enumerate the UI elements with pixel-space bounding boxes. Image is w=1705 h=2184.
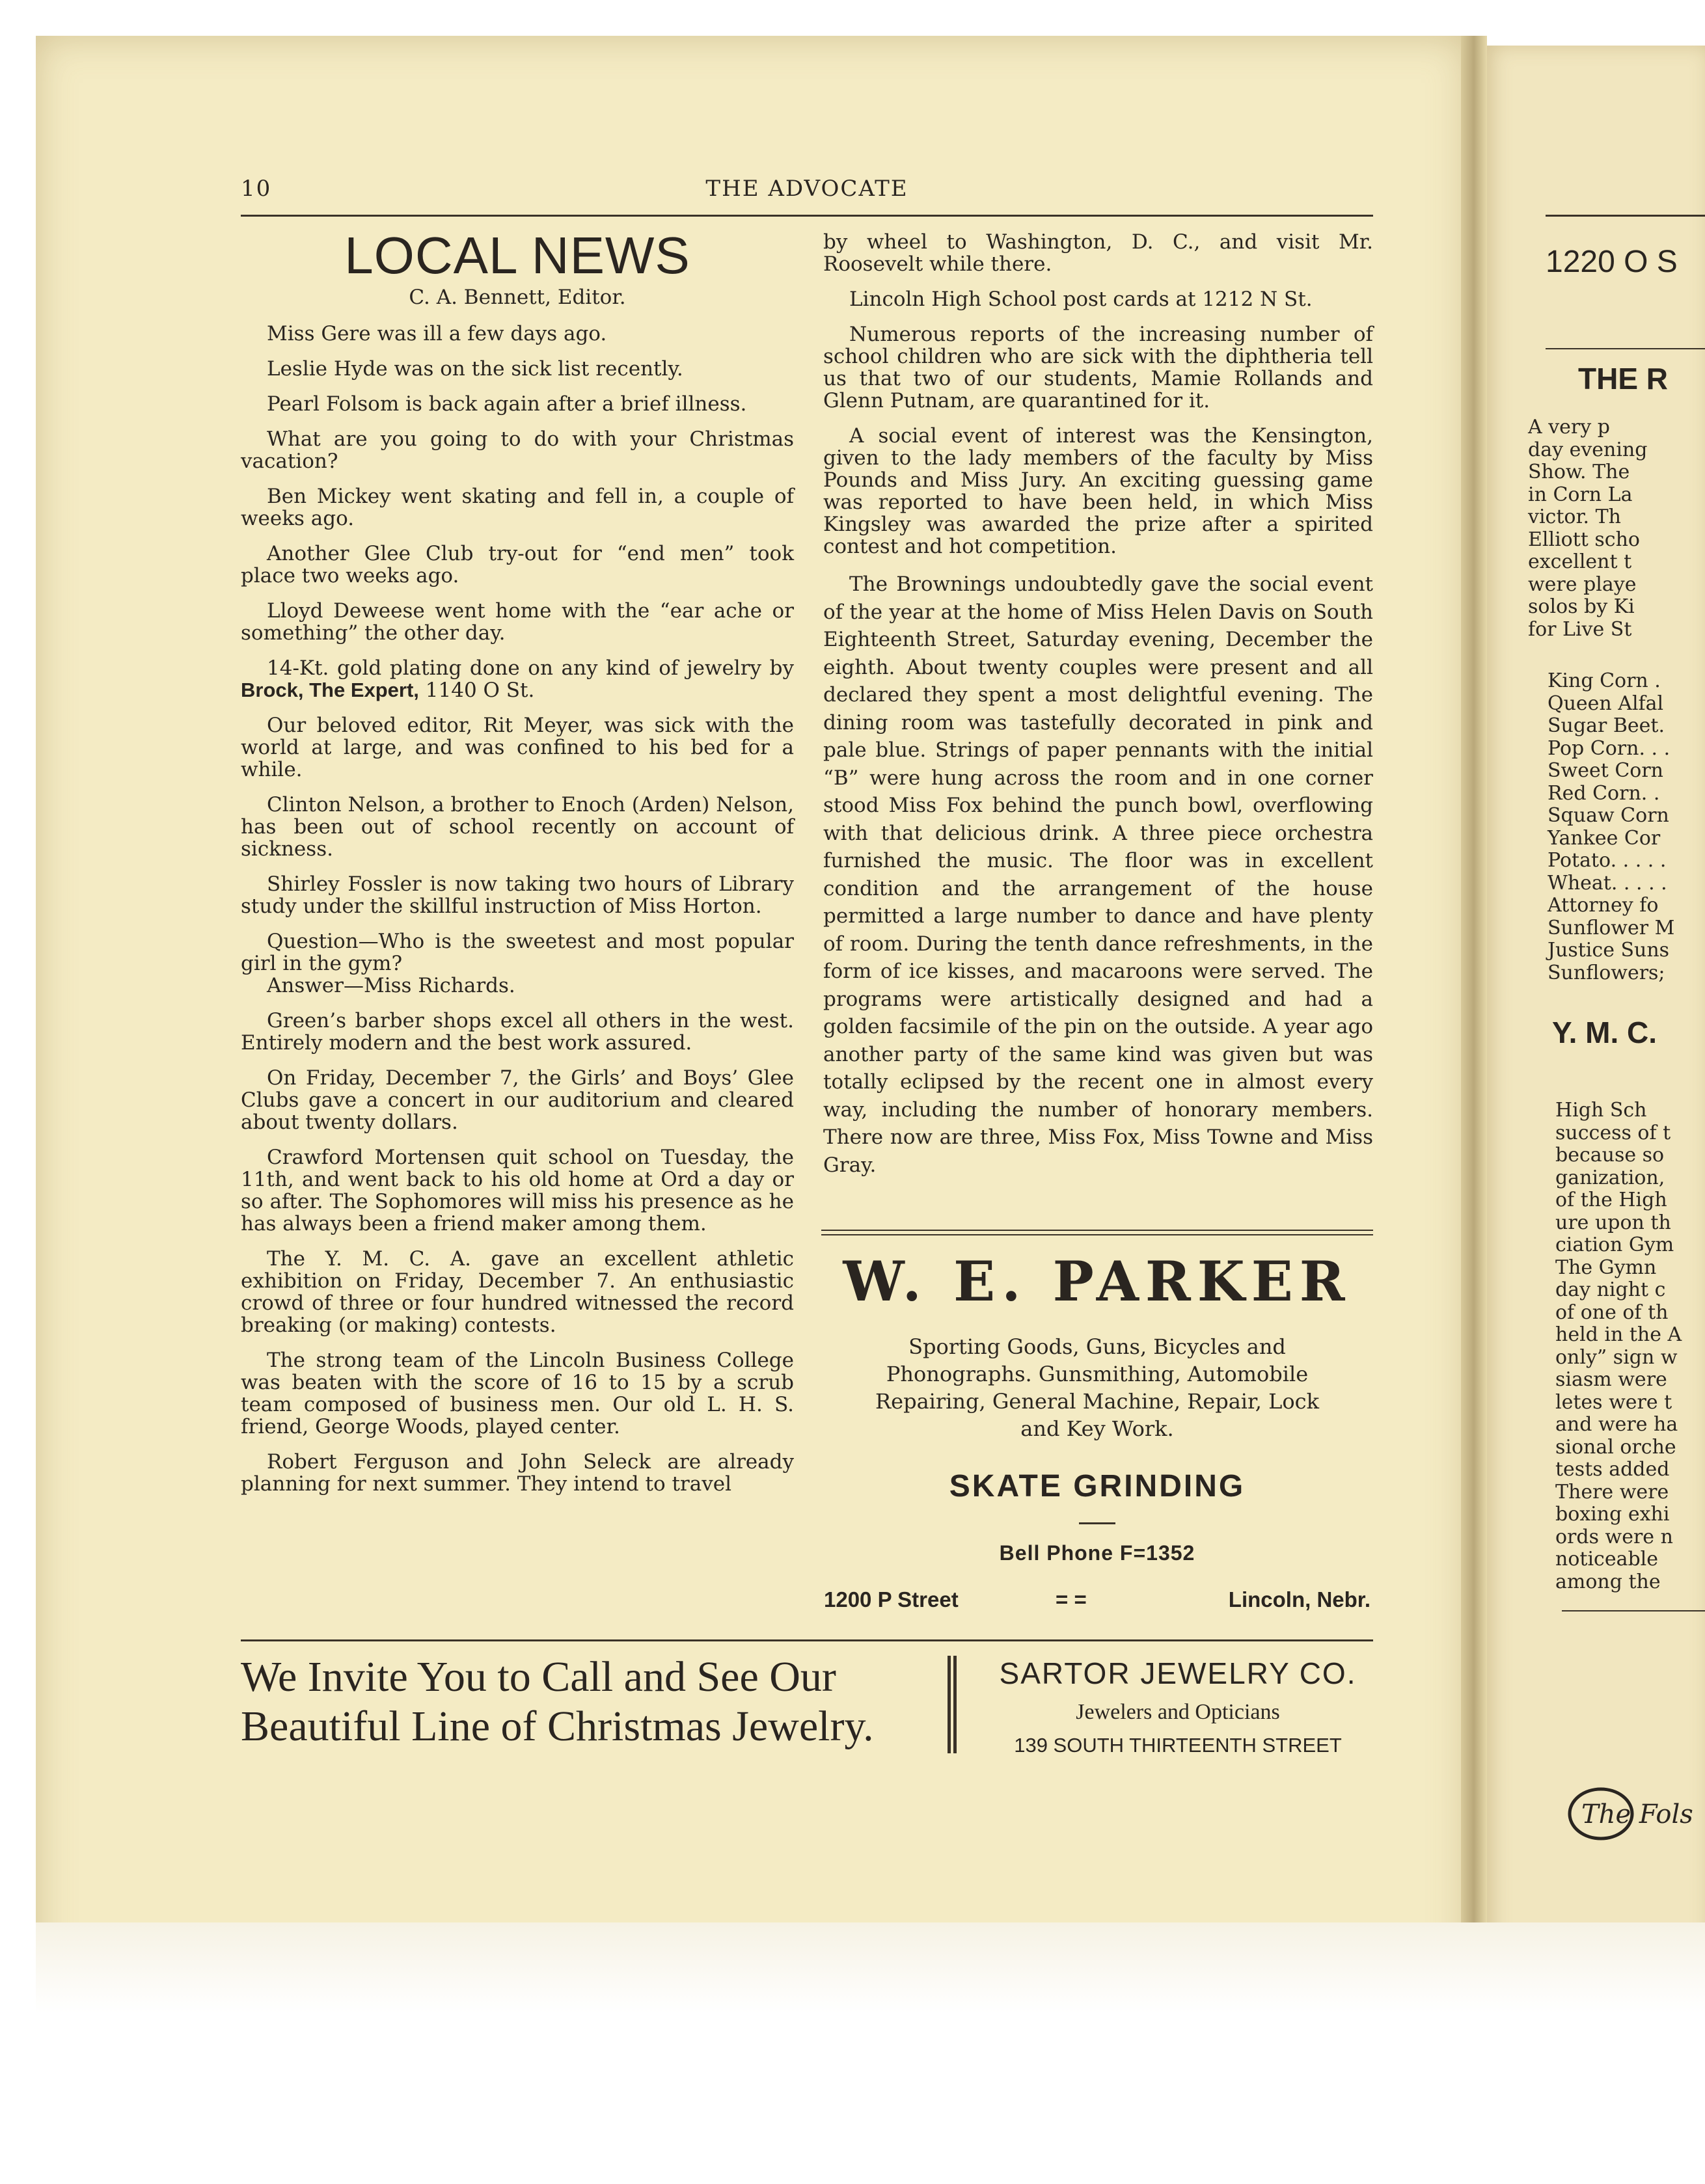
text-line: ganization, bbox=[1555, 1166, 1665, 1189]
invite-line-2: Beautiful Line of Christmas Jewelry. bbox=[241, 1703, 874, 1750]
skate-grinding-heading: SKATE GRINDING bbox=[949, 1469, 1246, 1503]
divider bbox=[1079, 1522, 1115, 1524]
text-line: excellent t bbox=[1528, 550, 1632, 573]
postcards-notice: Lincoln High School post cards at 1212 N St. bbox=[849, 288, 1313, 311]
street-address: 1200 P Street bbox=[824, 1587, 959, 1611]
text-line: victor. Th bbox=[1528, 506, 1621, 528]
list-line: Sunflowers; bbox=[1548, 961, 1665, 984]
text-line: among the bbox=[1555, 1570, 1661, 1593]
right-page-rule-2 bbox=[1546, 348, 1705, 349]
right-page-rule bbox=[1546, 215, 1705, 217]
text-line: There were bbox=[1555, 1480, 1669, 1503]
separator: = = bbox=[1056, 1587, 1087, 1611]
editor-credit: C. A. Bennett, Editor. bbox=[409, 286, 626, 309]
folsom-logo bbox=[1562, 1776, 1705, 1861]
news-item: What are you going to do with your Christmas vacation? bbox=[241, 427, 794, 473]
text-line: tests added bbox=[1555, 1458, 1670, 1481]
news-item: Miss Gere was ill a few days ago. bbox=[267, 322, 607, 345]
right-page-rule-3 bbox=[1562, 1610, 1705, 1611]
section-title: LOCAL NEWS bbox=[344, 226, 690, 284]
advertiser-name: W. E. PARKER bbox=[843, 1249, 1352, 1314]
news-item: Shirley Fossler is now taking two hours of Library study under the skillful instruction of Miss Horton. bbox=[241, 872, 794, 918]
text-line: because so bbox=[1555, 1144, 1665, 1166]
list-line: Sunflower M bbox=[1548, 916, 1675, 939]
masthead-title: THE ADVOCATE bbox=[705, 176, 908, 202]
city: Lincoln, Nebr. bbox=[1228, 1587, 1371, 1611]
news-item: A social event of interest was the Kensington, given to the lady members of the faculty by Miss Pounds and Miss Jury. An exciting guessing game was reported to have been held, in which Miss Kingsley was awarded the prize after a spirited contest and hot competition. bbox=[823, 424, 1373, 558]
ad-divider-bar bbox=[948, 1656, 951, 1753]
text-line: The Gymn bbox=[1555, 1256, 1657, 1279]
sartor-jewelry-ad bbox=[976, 1656, 1380, 1757]
list-line: Squaw Corn bbox=[1548, 804, 1669, 827]
page-header bbox=[241, 176, 1373, 202]
advertiser-name: Brock, The Expert, bbox=[241, 679, 419, 701]
news-item: Our beloved editor, Rit Meyer, was sick with the world at large, and was confined to his bed for a while. bbox=[241, 714, 794, 781]
list-line: Red Corn. . bbox=[1548, 781, 1660, 805]
services-description: Sporting Goods, Guns, Bicycles and Phonographs. Gunsmithing, Automobile Repairing, General Machine, Repair, Lock and Key Work. bbox=[875, 1334, 1319, 1441]
text-line: ords were n bbox=[1555, 1525, 1673, 1548]
text-line: only” sign w bbox=[1555, 1345, 1678, 1369]
list-line: Attorney fo bbox=[1548, 894, 1659, 917]
right-page-heading-2: Y. M. C. bbox=[1552, 1016, 1657, 1049]
question-item: Question—Who is the sweetest and most popular girl in the gym? bbox=[241, 930, 794, 975]
news-item: Green’s barber shops excel all others in the west. Entirely modern and the best work assured. bbox=[241, 1009, 794, 1055]
list-line: Pop Corn. . . bbox=[1548, 736, 1671, 760]
news-item: Another Glee Club try-out for “end men” took place two weeks ago. bbox=[241, 542, 794, 587]
text-line: letes were t bbox=[1555, 1390, 1672, 1414]
text-line: noticeable bbox=[1555, 1548, 1659, 1571]
news-item: The Y. M. C. A. gave an excellent athletic exhibition on Friday, December 7. An enthusiastic crowd of three or four hundred witnessed the record breaking (or making) contests. bbox=[241, 1247, 794, 1337]
text-line: Show. The bbox=[1528, 461, 1630, 483]
ad-top-rule bbox=[821, 1230, 1373, 1231]
text-line: Elliott scho bbox=[1528, 528, 1640, 551]
text-line: held in the A bbox=[1555, 1323, 1682, 1346]
invitation-ad bbox=[241, 1652, 944, 1751]
list-line: King Corn . bbox=[1548, 669, 1661, 692]
news-item: Ben Mickey went skating and fell in, a couple of weeks ago. bbox=[241, 485, 794, 530]
list-line: Sweet Corn bbox=[1548, 759, 1664, 782]
company-subtitle: Jewelers and Opticians bbox=[1076, 1700, 1280, 1724]
news-item: Clinton Nelson, a brother to Enoch (Arden) Nelson, has been out of school recently on account of sickness. bbox=[241, 793, 794, 861]
list-line: Queen Alfal bbox=[1548, 692, 1664, 715]
right-page-list bbox=[1548, 670, 1674, 984]
local-news-column bbox=[241, 228, 794, 1508]
news-item: Pearl Folsom is back again after a brief illness. bbox=[267, 392, 747, 416]
text-line: siasm were bbox=[1555, 1368, 1667, 1391]
right-page-paragraph-2 bbox=[1555, 1099, 1682, 1593]
news-item: Lloyd Deweese went home with the “ear ache or something” the other day. bbox=[241, 599, 794, 645]
ad-top-rule-2 bbox=[821, 1234, 1373, 1235]
notice-address: 1140 O St. bbox=[418, 679, 535, 702]
list-line: Sugar Beet. bbox=[1548, 714, 1665, 737]
company-address: 139 SOUTH THIRTEENTH STREET bbox=[1014, 1734, 1342, 1757]
news-item: Robert Ferguson and John Seleck are already planning for next summer. They intend to travel bbox=[241, 1450, 794, 1496]
text-line: ure upon th bbox=[1555, 1211, 1671, 1234]
second-column bbox=[823, 231, 1373, 1192]
text-line: and were ha bbox=[1555, 1413, 1678, 1436]
text-line: in Corn La bbox=[1528, 483, 1633, 506]
invite-line-1: We Invite You to Call and See Our bbox=[241, 1653, 836, 1701]
text-line: day evening bbox=[1528, 438, 1648, 461]
ad-divider-bar-2 bbox=[953, 1656, 957, 1753]
phone-number: Bell Phone F=1352 bbox=[999, 1541, 1195, 1565]
continued-text: by wheel to Washington, D. C., and visit Mr. Roosevelt while there. bbox=[823, 230, 1373, 276]
text-line: of one of th bbox=[1555, 1301, 1669, 1324]
text-line: success of t bbox=[1555, 1121, 1671, 1144]
text-line: solos by Ki bbox=[1528, 595, 1635, 618]
answer-item: Answer—Miss Richards. bbox=[267, 974, 515, 997]
text-line: sional orche bbox=[1555, 1435, 1676, 1459]
list-line: Potato. . . . . bbox=[1548, 849, 1667, 872]
right-page-address: 1220 O S bbox=[1546, 245, 1678, 279]
text-line: boxing exhi bbox=[1555, 1503, 1670, 1526]
parker-advertisement bbox=[821, 1236, 1373, 1633]
bottom-ad-rule bbox=[241, 1639, 1373, 1641]
text-line: of the High bbox=[1555, 1189, 1667, 1211]
text-line: High Sch bbox=[1555, 1099, 1647, 1122]
text-line: A very p bbox=[1528, 416, 1610, 438]
notice-text: 14-Kt. gold plating done on any kind of jewelry by bbox=[267, 656, 794, 680]
page-number: 10 bbox=[241, 176, 272, 202]
text-line: ciation Gym bbox=[1555, 1234, 1674, 1256]
news-item: The strong team of the Lincoln Business College was beaten with the score of 16 to 15 by a scrub team composed of business men. Our old L. H. S. friend, George Woods, played center. bbox=[241, 1349, 794, 1438]
news-item: Leslie Hyde was on the sick list recently. bbox=[267, 357, 683, 381]
text-line: were playe bbox=[1528, 573, 1637, 596]
page-bottom-shadow bbox=[36, 1922, 1705, 2014]
company-name: SARTOR JEWELRY CO. bbox=[999, 1656, 1357, 1690]
list-line: Wheat. . . . . bbox=[1548, 871, 1667, 895]
binding-gutter bbox=[1461, 36, 1487, 1988]
logo-text: The Fols bbox=[1581, 1800, 1693, 1829]
list-line: Yankee Cor bbox=[1548, 826, 1661, 850]
header-rule bbox=[241, 215, 1373, 217]
news-item: Numerous reports of the increasing number of school children who are sick with the diphtheria tell us that two of our students, Mamie Rollands and Glenn Putnam, are quarantined for it. bbox=[823, 323, 1373, 412]
text-line: for Live St bbox=[1528, 617, 1632, 641]
news-item: Crawford Mortensen quit school on Tuesday, the 11th, and went back to his old home at Ord a day or so after. The Sophomores will miss his presence as he has always been a friend maker among them. bbox=[241, 1146, 794, 1235]
right-page-heading: THE R bbox=[1578, 362, 1668, 396]
right-page-paragraph-1 bbox=[1528, 416, 1647, 641]
news-item: On Friday, December 7, the Girls’ and Boys’ Glee Clubs gave a concert in our auditorium and cleared about twenty dollars. bbox=[241, 1066, 794, 1134]
list-line: Justice Suns bbox=[1548, 939, 1670, 962]
text-line: day night c bbox=[1555, 1278, 1666, 1301]
brownings-article: The Brownings undoubtedly gave the social event of the year at the home of Miss Helen Davis on South Eighteenth Street, Saturday evening, December the eighth. About twenty couples were present and all declared they spent a most delightful evening. The dining room was tastefully decorated in pink and pale blue. Strings of paper pennants with the initial “B” were hung across the room and in one corner stood Miss Fox behind the punch bowl, overflowing with that delicious drink. A three piece orchestra furnished the music. The floor was in excellent condition and the arrangement of the house permitted a large number to dance and have plenty of room. During the tenth dance refreshments, in the form of ice kisses, and macaroons were served. The programs were artistically designed and had a golden facsimile of the pin on the outside. A year ago another party of the same kind was given but was totally eclipsed by the recent one in almost every way, including the number of honorary members. There now are three, Miss Fox, Miss Towne and Miss Gray. bbox=[823, 573, 1373, 1177]
jewelry-plating-notice bbox=[241, 657, 794, 701]
